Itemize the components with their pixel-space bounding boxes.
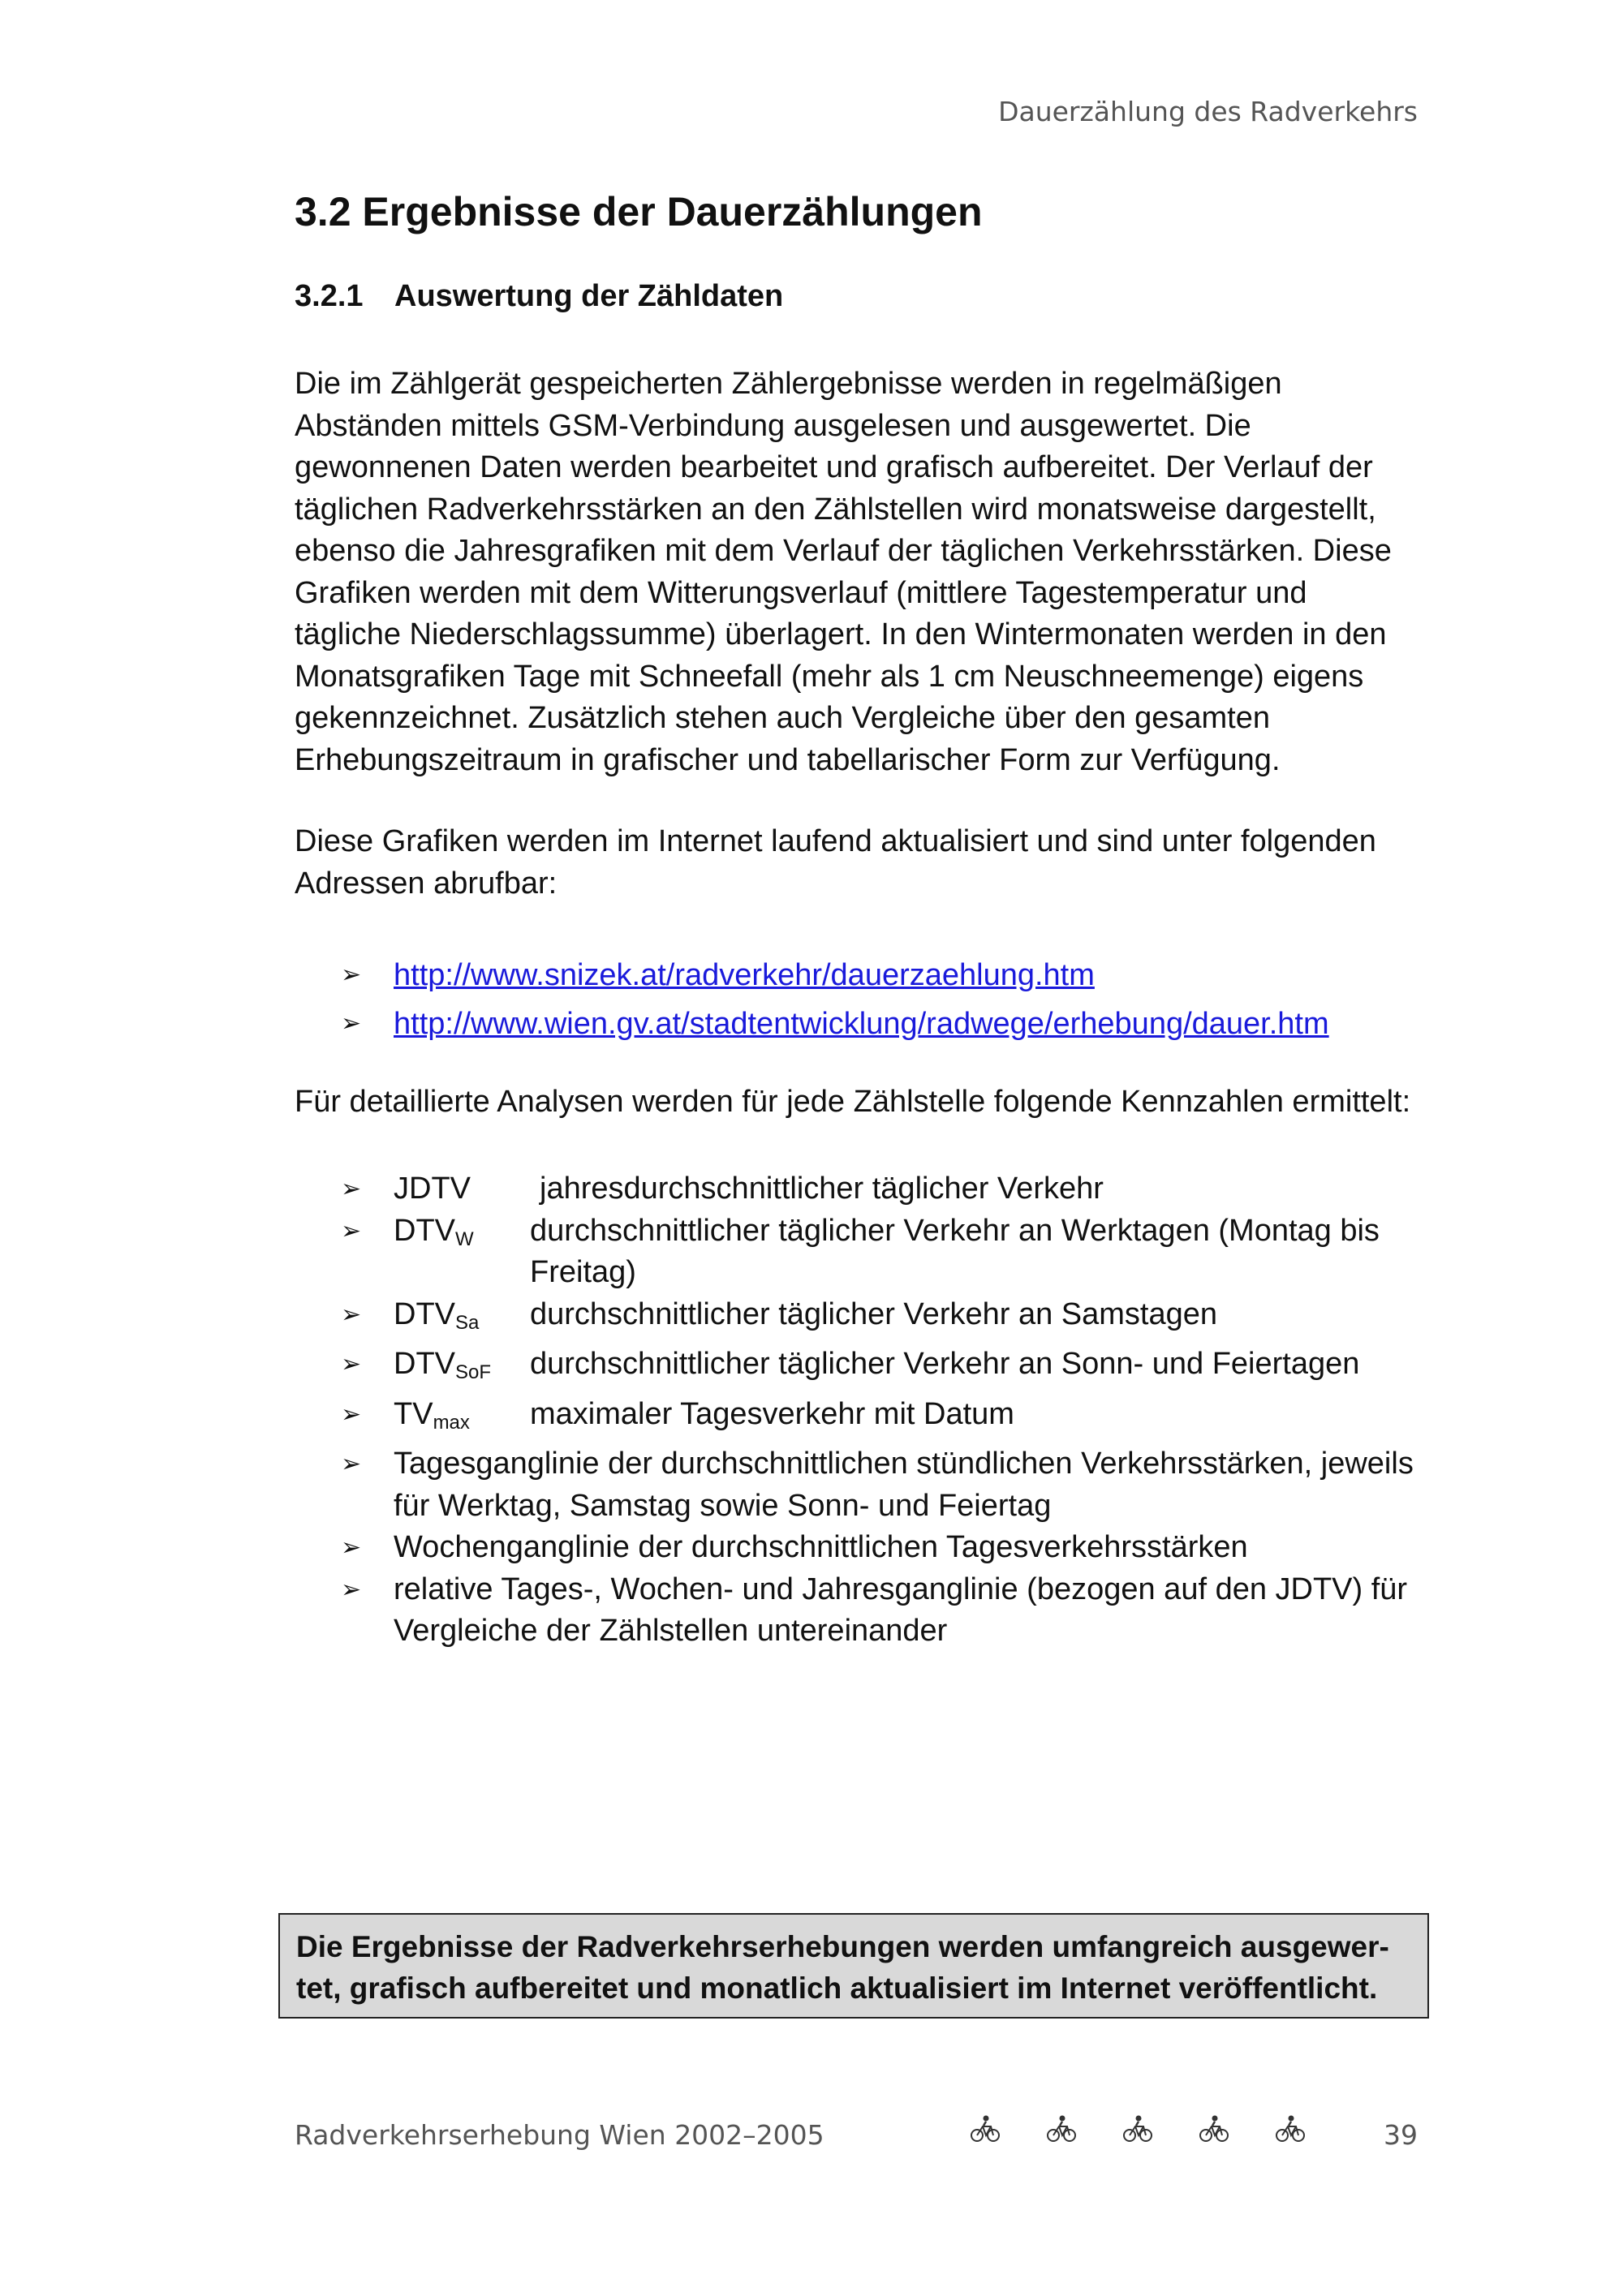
list-item-text: Wochenganglinie der durchschnittlichen Tagesverkehrsstärken [394, 1530, 1248, 1564]
paragraph-kennzahlen-intro: Für detaillierte Analysen werden für jede Zählstelle folgende Kennzahlen ermittelt: [295, 1085, 1411, 1119]
kennzahl-term: $TV_{max}$ [394, 1396, 470, 1434]
kennzahl-description: maximaler Tagesverkehr mit Datum [530, 1396, 1014, 1431]
section-number: 3.2 [295, 189, 351, 234]
list-item [341, 1210, 1420, 1294]
arrow-bullet-icon: ➢ [341, 1400, 362, 1428]
kennzahl-description: jahresdurchschnittlicher täglicher Verkehr [540, 1172, 1104, 1206]
kennzahl-term: JDTV [394, 1172, 471, 1206]
list-item [341, 1000, 1329, 1048]
list-item [341, 1443, 1420, 1527]
page-number: 39 [1384, 2119, 1418, 2151]
arrow-bullet-icon: ➢ [341, 1451, 362, 1477]
bicycle-icon [1046, 2114, 1077, 2143]
footer-title: Radverkehrserhebung Wien 2002–2005 [295, 2119, 824, 2151]
list-item [341, 1394, 1420, 1444]
arrow-bullet-icon: ➢ [341, 1351, 362, 1378]
list-item [341, 951, 1329, 1000]
kennzahl-term: $DTV_{Sa}$ [394, 1296, 480, 1334]
link-list [341, 951, 1329, 1048]
bicycle-icon [970, 2114, 1001, 2143]
section-title [295, 188, 983, 235]
bicycle-icon-row [970, 2114, 1306, 2143]
list-item [341, 1344, 1420, 1394]
link-snizek[interactable]: http://www.snizek.at/radverkehr/dauerzaehlung.htm [394, 958, 1095, 992]
list-item [341, 1168, 1420, 1210]
summary-callout-box: Die Ergebnisse der Radverkehrserhebungen werden umfangreich ausgewertet, grafisch aufbereitet und monatlich aktualisiert im Internet veröffentlicht. [278, 1913, 1429, 2019]
arrow-bullet-icon: ➢ [341, 1576, 362, 1603]
bicycle-icon [1275, 2114, 1306, 2143]
kennzahl-description: durchschnittlicher täglicher Verkehr an Werktagen (Montag bis Freitag) [530, 1213, 1380, 1289]
running-header: Dauerzählung des Radverkehrs [998, 96, 1418, 127]
subsection-title-text: Auswertung der Zähldaten [394, 279, 784, 313]
subsection-number: 3.2.1 [295, 279, 364, 313]
arrow-bullet-icon: ➢ [341, 1217, 362, 1245]
arrow-bullet-icon: ➢ [341, 1010, 362, 1037]
kennzahlen-list [341, 1168, 1420, 1653]
link-wien-gv[interactable]: http://www.wien.gv.at/stadtentwicklung/radwege/erhebung/dauer.htm [394, 1007, 1329, 1041]
kennzahl-term: $DTV_{SoF}$ [394, 1347, 492, 1383]
arrow-bullet-icon: ➢ [341, 1176, 362, 1202]
paragraph-data-evaluation: Die im Zählgerät gespeicherten Zählergebnisse werden in regelmäßigen Abständen mittels GSM-Verbindung ausgelesen und ausgewertet. Die gewonnenen Daten werden bearbeitet und grafisch aufbereitet. Der Verlauf der täglichen Radverkehrsstärken an den Zählstellen wird monatsweise dargestellt, ebenso die Jahresgrafiken mit dem Verlauf der täglichen Verkehrsstärken. Diese Grafiken werden mit dem Witterungsverlauf (mittlere Tagestemperatur und tägliche Niederschlagssumme) überlagert. In den Wintermonaten werden in den Monatsgrafiken Tage mit Schneefall (mehr als 1 cm Neuschneemenge) eigens gekennzeichnet. Zusätzlich stehen auch Vergleiche über den gesamten Erhebungszeitraum in grafischer und tabellarischer Form zur Verfügung. [295, 367, 1392, 777]
section-title-text: Ergebnisse der Dauerzählungen [362, 189, 983, 234]
list-item [341, 1569, 1420, 1653]
kennzahl-term: $DTV_W$ [394, 1213, 474, 1250]
arrow-bullet-icon: ➢ [341, 961, 362, 988]
paragraph-online-graphics: Diese Grafiken werden im Internet laufend aktualisiert und sind unter folgenden Adressen abrufbar: [295, 824, 1376, 901]
list-item [341, 1294, 1420, 1344]
list-item-text: Tagesganglinie der durchschnittlichen stündlichen Verkehrsstärken, jeweils für Werktag, Samstag sowie Sonn- und Feiertag [394, 1447, 1414, 1523]
kennzahl-description: durchschnittlicher täglicher Verkehr an Samstagen [530, 1296, 1218, 1331]
arrow-bullet-icon: ➢ [341, 1301, 362, 1328]
list-item-text: relative Tages-, Wochen- und Jahresganglinie (bezogen auf den JDTV) für Vergleiche der Zählstellen untereinander [394, 1572, 1408, 1648]
subsection-title [295, 279, 783, 314]
bicycle-icon [1199, 2114, 1229, 2143]
bicycle-icon [1122, 2114, 1153, 2143]
kennzahl-description: durchschnittlicher täglicher Verkehr an Sonn- und Feiertagen [530, 1347, 1360, 1381]
list-item [341, 1527, 1420, 1569]
arrow-bullet-icon: ➢ [341, 1534, 362, 1561]
